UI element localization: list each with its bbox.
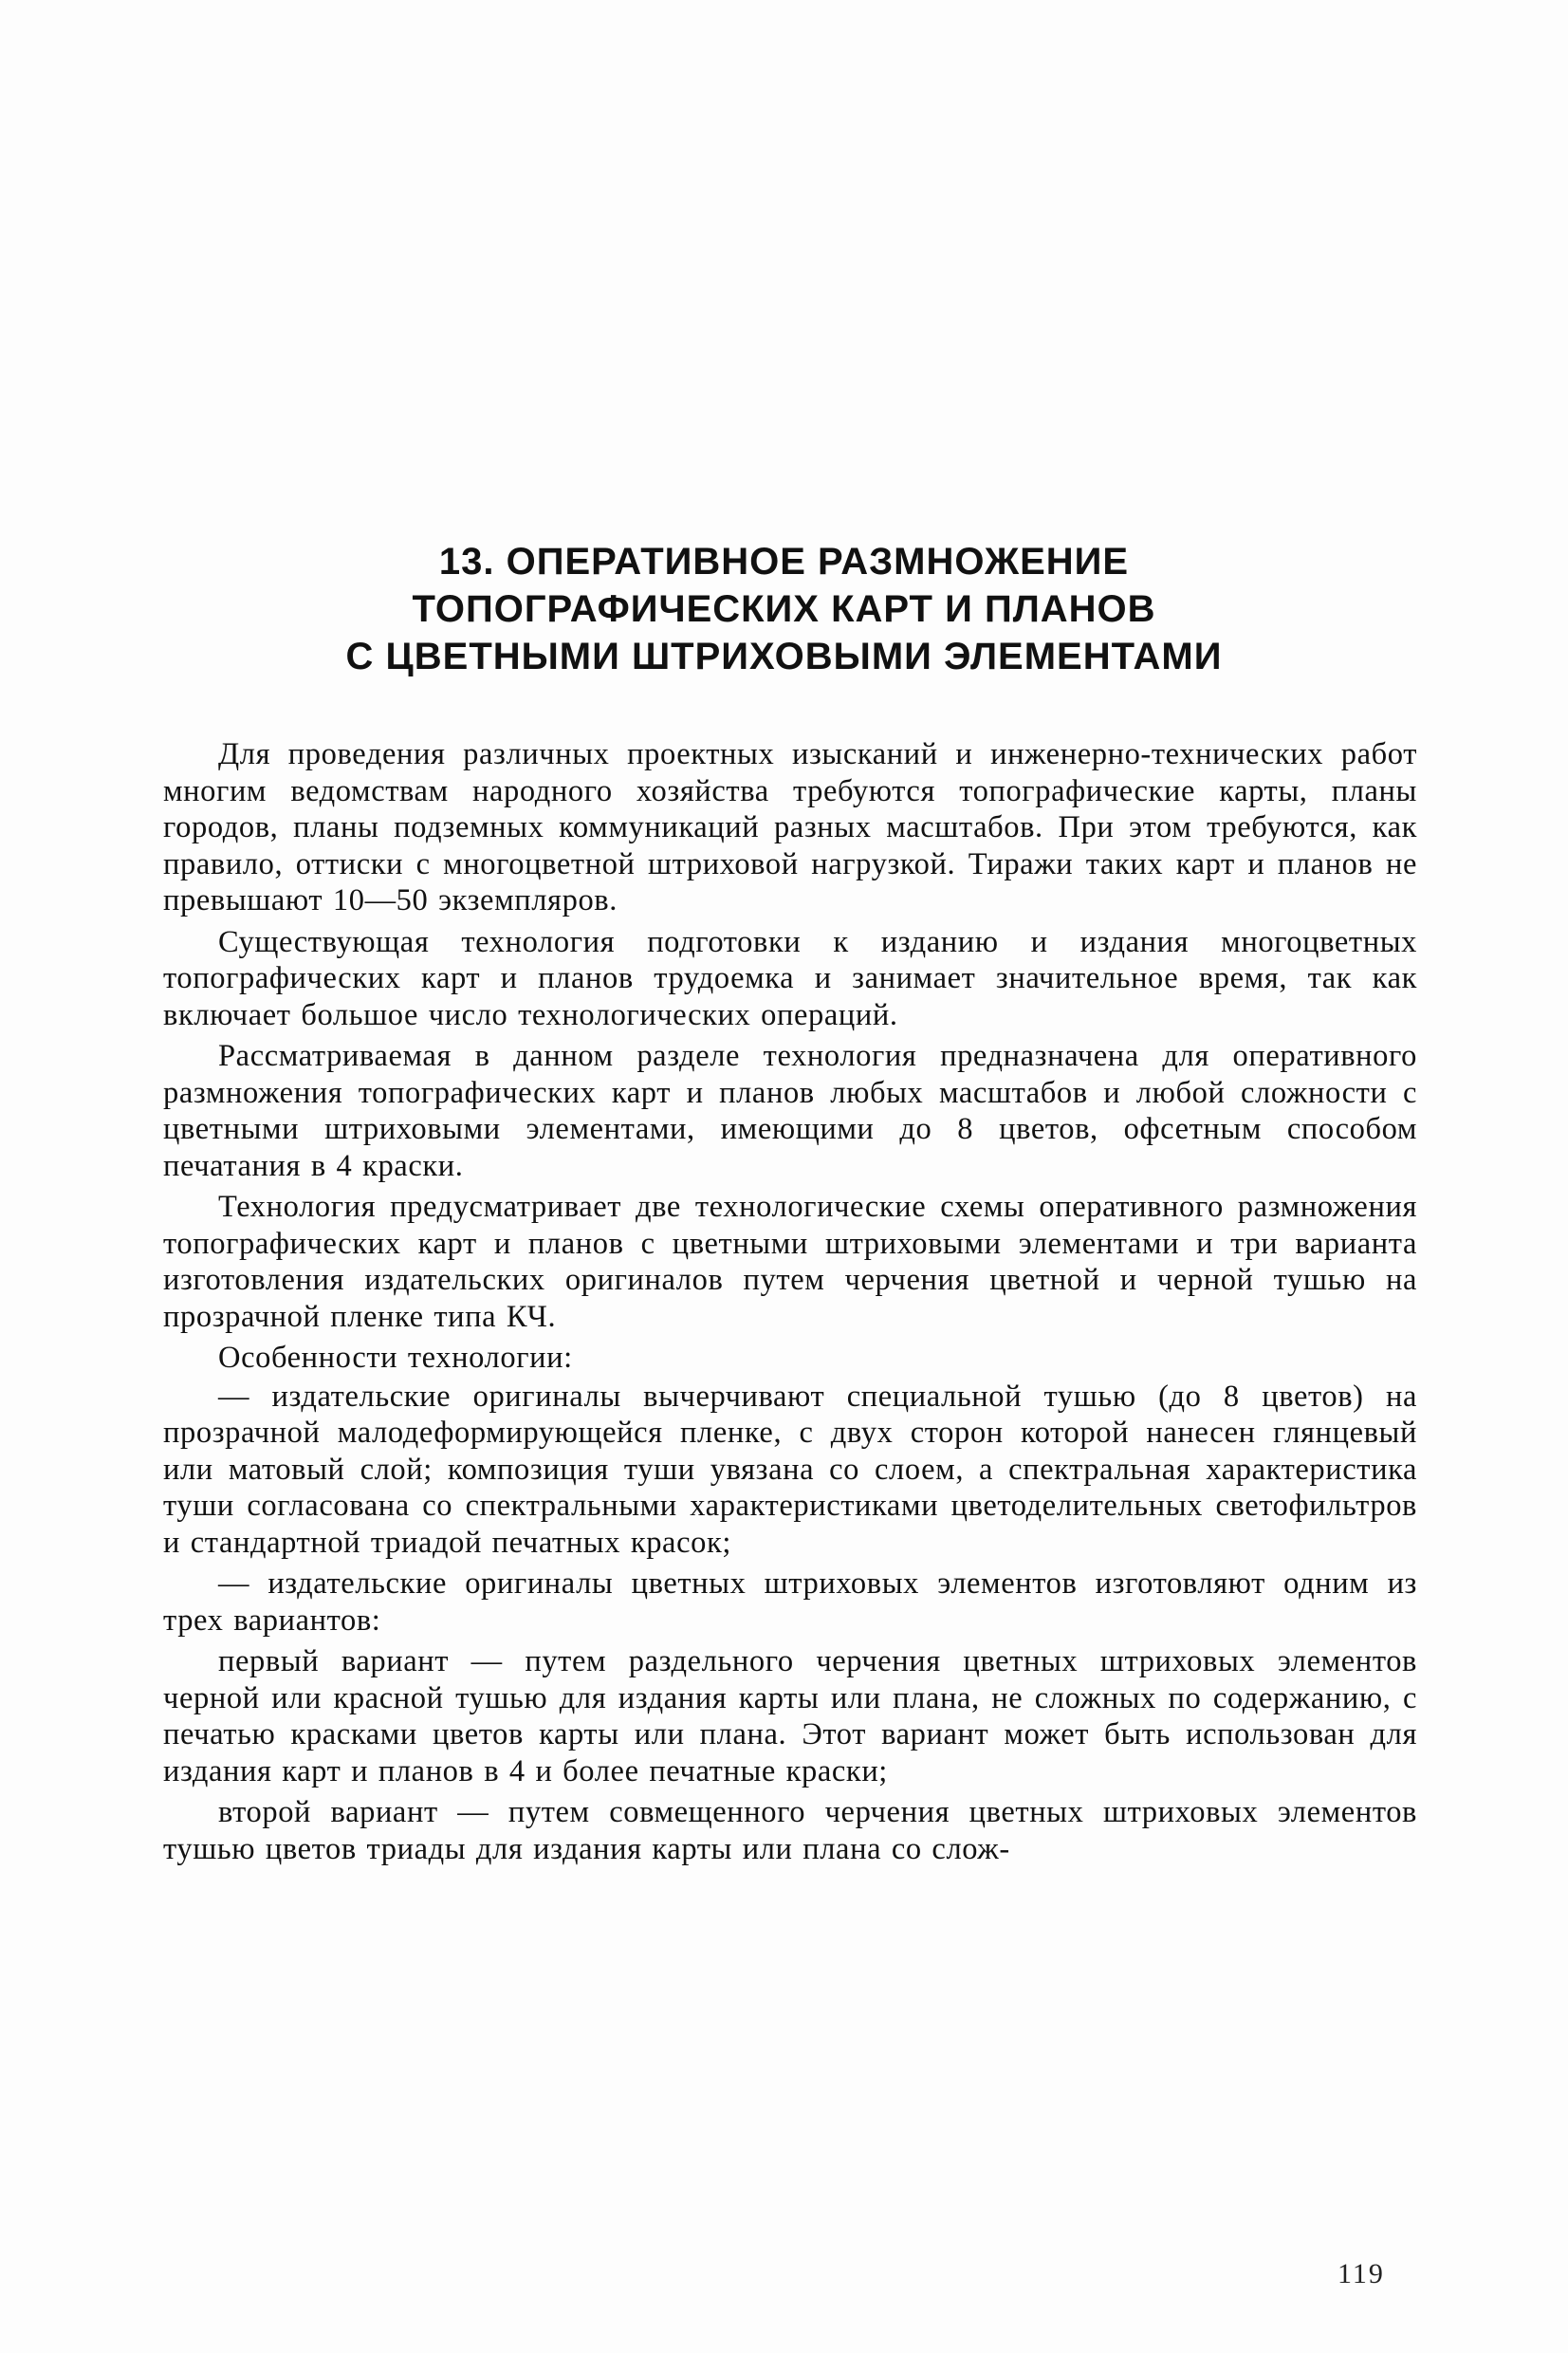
paragraph-existing-technology: Существующая технология подготовки к изданию и издания многоцветных топографических карт и планов трудоемка и занимает значительное время, так как включает большое число технологических операций.	[163, 924, 1417, 1032]
section-heading-line: 13. ОПЕРАТИВНОЕ РАЗМНОЖЕНИЕ	[438, 541, 1130, 583]
paragraph-purpose: Рассматриваемая в данном разделе технология предназначена для оперативного размножения топографических карт и планов любых масштабов и любой сложности с цветными штриховыми элементами, имеющими до 8 цветов, офсетным способом печатания в 4 краски.	[163, 1039, 1417, 1183]
list-item-ink: — издательские оригиналы вычерчивают специальной тушью (до 8 цветов) на прозрачной малодеформирующейся пленке, с двух сторон которой нанесен глянцевый или матовый слой; композиция туши увязана со слоем, а спектральная характеристика туши согласована со спектральными характеристиками цветоделительных светофильтров и стандартной триадой печатных красок;	[163, 1379, 1417, 1560]
paragraph-variant-two: второй вариант — путем совмещенного черчения цветных штриховых элементов тушью цветов триады для издания карты или плана со слож-	[163, 1795, 1417, 1866]
paragraph-variant-one: первый вариант — путем раздельного черчения цветных штриховых элементов черной или красной тушью для издания карты или плана, не сложных по содержанию, с печатью красками цветов карты или плана. Этот вариант может быть использован для издания карт и планов в 4 и более печатные краски;	[163, 1644, 1417, 1788]
paragraph-intro: Для проведения различных проектных изысканий и инженерно-технических работ многим ведомствам народного хозяйства требуются топографические карты, планы городов, планы подземных коммуникаций разных масштабов. При этом требуются, как правило, оттиски с многоцветной штриховой нагрузкой. Тиражи таких карт и планов не превышают 10—50 экземпляров.	[163, 737, 1417, 917]
section-heading	[152, 538, 1416, 680]
section-heading-line: ТОПОГРАФИЧЕСКИХ КАРТ И ПЛАНОВ	[412, 588, 1156, 630]
list-item-originals: — издательские оригиналы цветных штриховых элементов изготовляют одним из трех вариантов:	[163, 1566, 1417, 1638]
paragraph-schemes: Технология предусматривает две технологические схемы оперативного размножения топографических карт и планов с цветными штриховыми элементами и три варианта изготовления издательских оригиналов путем черчения цветной и черной тушью на прозрачной пленке типа КЧ.	[163, 1190, 1417, 1334]
page-number: 119	[1337, 2258, 1385, 2289]
body-text	[163, 736, 1417, 1872]
paragraph-features-heading: Особенности технологии:	[218, 1341, 573, 1375]
section-heading-line: С ЦВЕТНЫМИ ШТРИХОВЫМИ ЭЛЕМЕНТАМИ	[345, 636, 1223, 677]
